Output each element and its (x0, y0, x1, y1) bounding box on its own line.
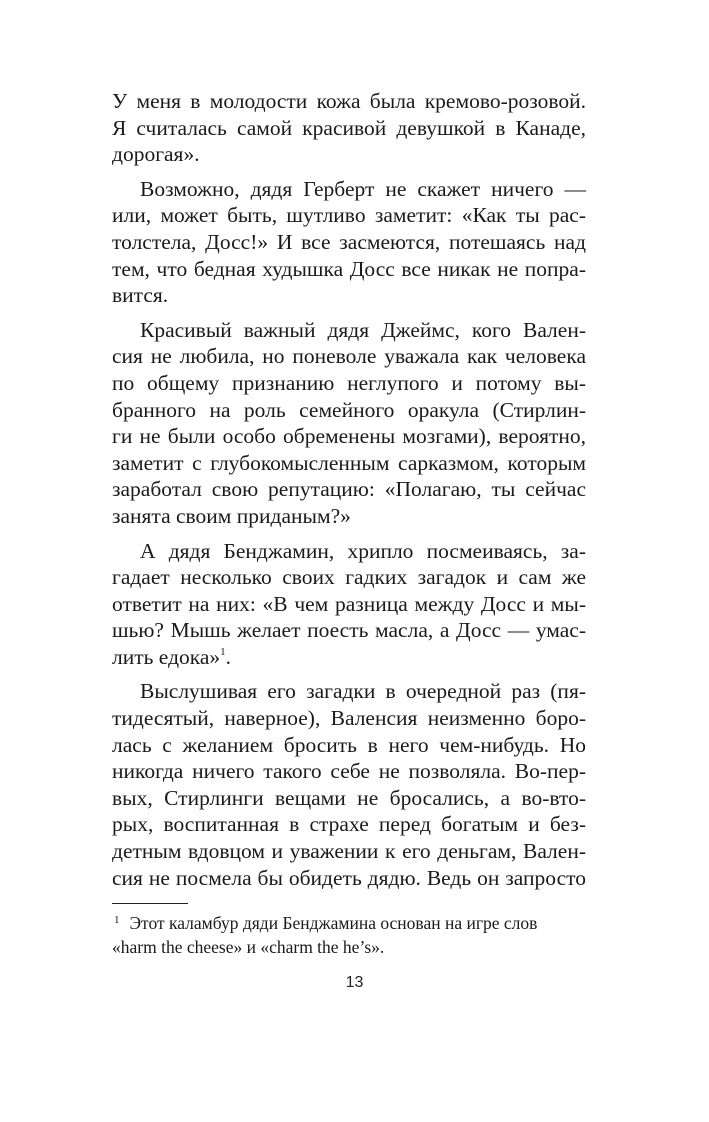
text-line: Выслушивая его загадки в очередной раз (пя- (140, 679, 586, 704)
footnote-text: Этот каламбур дяди Бенджамина основан на игре слов (129, 913, 538, 933)
text-line: Возможно, дядя Герберт не скажет ничего — (140, 176, 586, 201)
text-line: занята своим приданым?» (112, 503, 351, 528)
footnote-divider (112, 903, 188, 904)
paragraph-5 (112, 678, 586, 891)
text-line: Я считалась самой красивой девушкой в Канаде, (112, 115, 586, 140)
text-line: ответит на них: «В чем разница между Досс и мы- (112, 591, 586, 616)
text-line: тем, что бедная худышка Досс все никак не попра- (112, 256, 586, 281)
text-line: толстела, Досс!» И все засмеются, потешаясь над (112, 229, 586, 254)
text-line: ги не были особо обременены мозгами), вероятно, (112, 424, 586, 449)
text-line: сия не посмела бы обидеть дядю. Ведь он запросто (112, 865, 586, 890)
paragraph-3 (112, 317, 586, 530)
footnote-reference[interactable]: 1 (220, 645, 226, 658)
text-line: заметит с глубокомысленным сарказмом, которым (112, 450, 586, 475)
text-line: гадает несколько своих гадких загадок и сам же (112, 565, 586, 590)
text-line-end: . (225, 644, 232, 669)
text-line: бранного на роль семейного оракула (Стирлин- (112, 397, 586, 422)
main-text (112, 88, 586, 891)
page-number: 13 (345, 974, 364, 991)
text-line (112, 644, 586, 671)
text-line: вится. (112, 283, 169, 308)
footnote (112, 911, 586, 959)
text-line: У меня в молодости кожа была кремово-розовой. (112, 89, 586, 113)
footnote-number: 1 (114, 914, 120, 926)
text-line: лась с желанием бросить в него чем-нибудь. Но (112, 732, 586, 757)
text-line: шью? Мышь желает поесть масла, а Досс — умас- (112, 618, 586, 643)
text-line: рых, воспитанная в страхе перед богатым и без- (112, 812, 586, 837)
paragraph-4 (112, 538, 586, 671)
text-line: никогда ничего такого себе не позволяла. Во-пер- (112, 759, 586, 784)
footnote-line: «harm the cheese» и «charm the he’s». (112, 937, 385, 957)
text-line: заработал свою репутацию: «Полагаю, ты сейчас (112, 477, 586, 502)
text-line-content: лить едока» (112, 644, 221, 669)
text-line: по общему признанию неглупого и потому вы- (112, 370, 586, 395)
text-line: дорогая». (112, 142, 200, 167)
text-line: тидесятый, наверное), Валенсия неизменно боро- (112, 706, 586, 731)
text-line: вых, Стирлинги вещами не бросались, а во-вто- (112, 785, 586, 810)
text-line: сия не любила, но поневоле уважала как человека (112, 344, 586, 369)
paragraph-2 (112, 176, 586, 309)
text-line: А дядя Бенджамин, хрипло посмеиваясь, за- (140, 538, 586, 563)
text-line: детным вдовцом и уважении к его деньгам, Вален- (112, 839, 586, 864)
text-line: Красивый важный дядя Джеймс, кого Вален- (140, 317, 586, 342)
footnote-line (112, 911, 586, 935)
paragraph-1 (112, 88, 586, 168)
text-line: или, может быть, шутливо заметит: «Как ты рас- (112, 203, 586, 228)
